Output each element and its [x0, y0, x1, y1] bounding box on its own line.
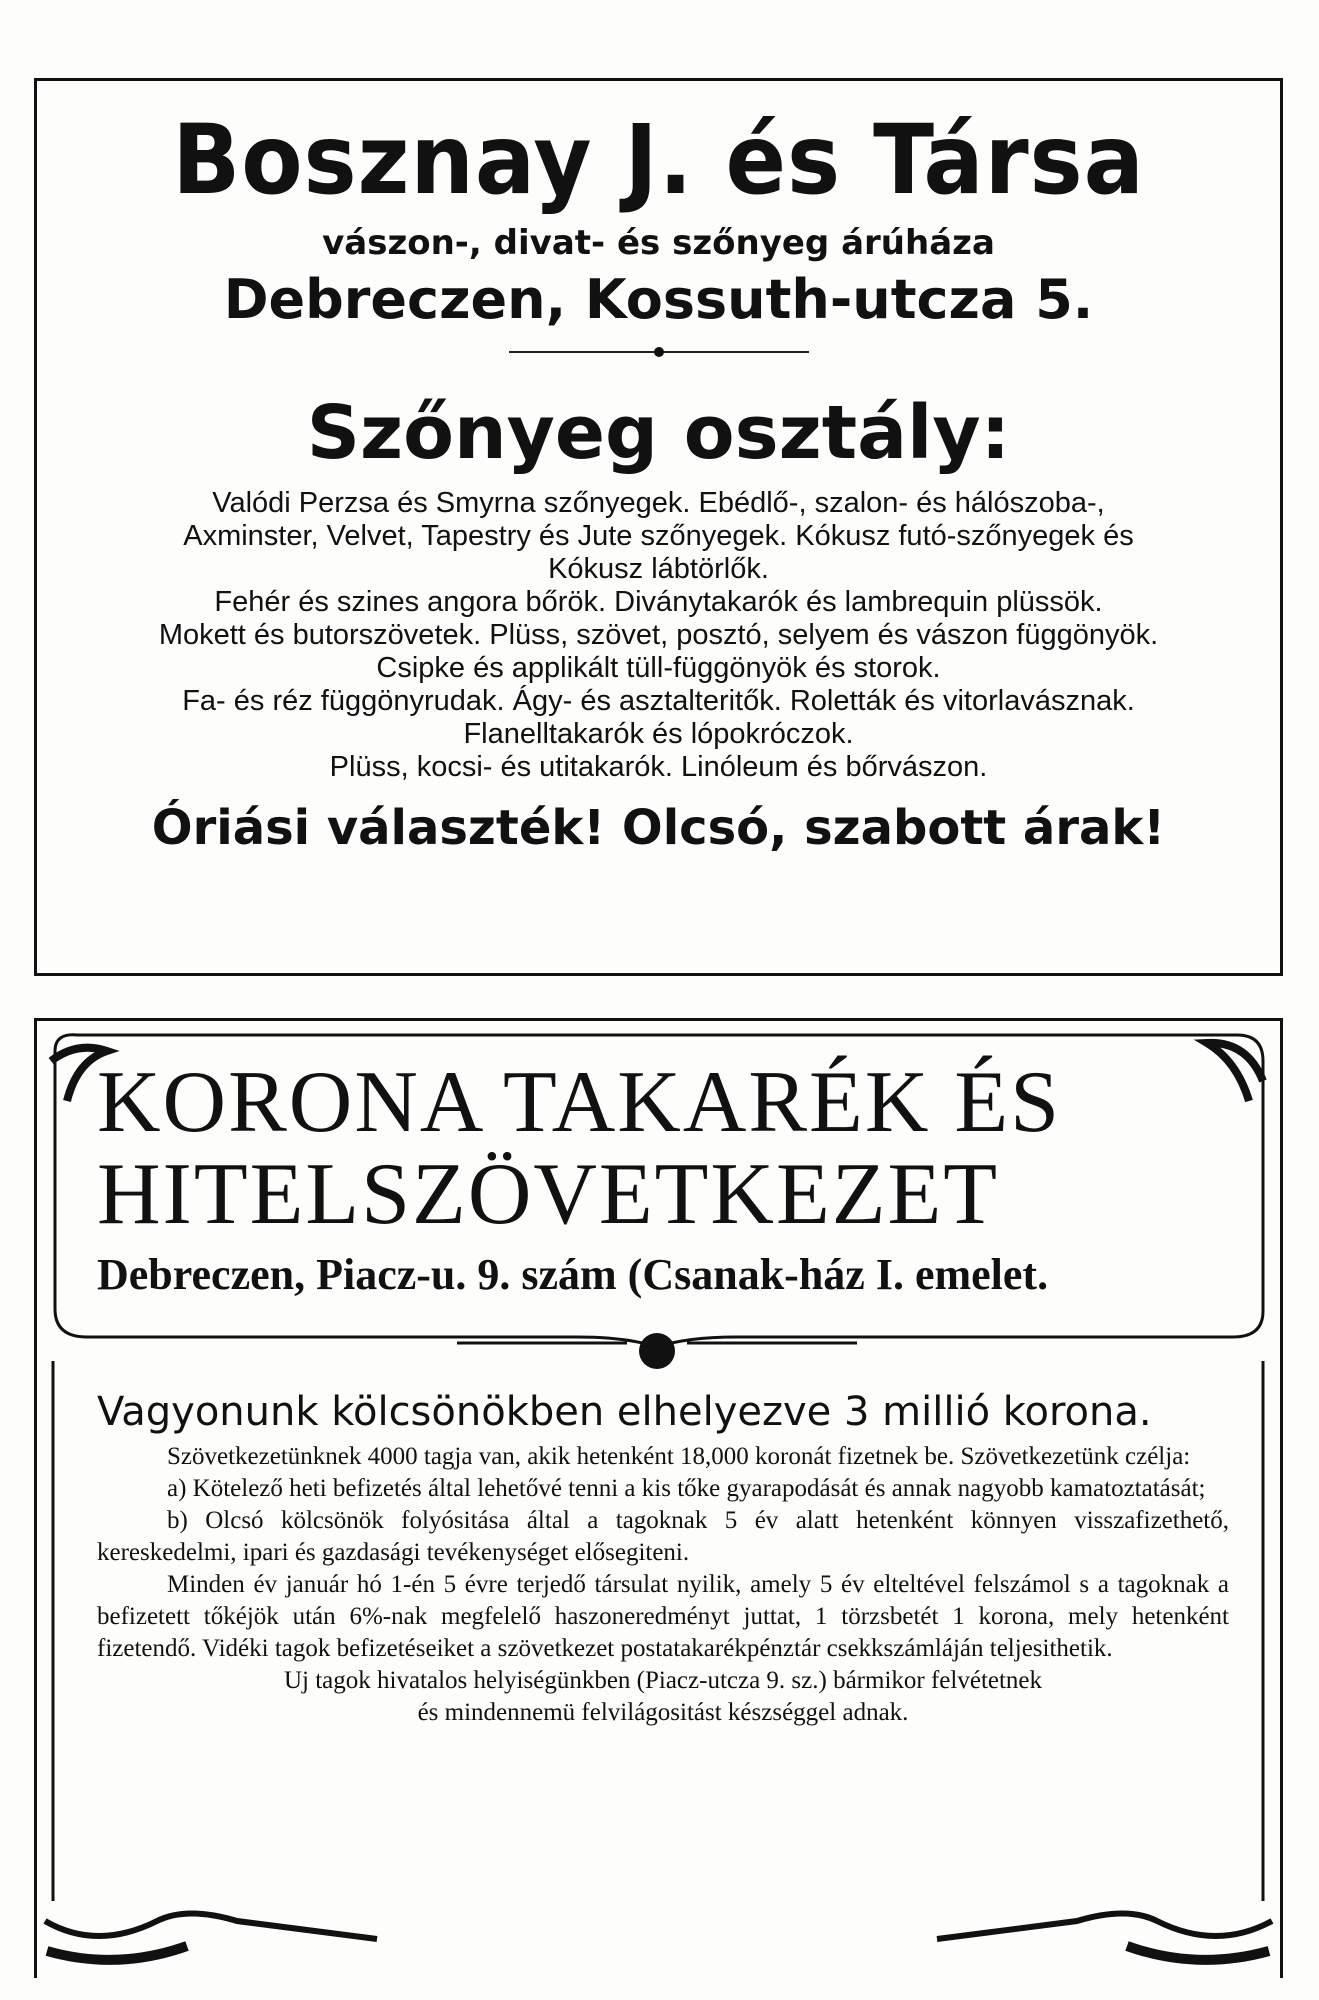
bank-name-line2: HITELSZÖVETKEZET	[97, 1146, 999, 1243]
paragraph: Minden év január hó 1-én 5 évre terjedő társulat nyilik, amely 5 év elteltével felszámol s a tagoknak a befizetett tőkéjök után 6%-nak megfelelő haszoneredményt juttat, 1 törzsbetét 1 korona, mely hetenként fizetendő. Vidéki tagok befizetéseiket a szövetkezet postatakarékpénztár csekkszámláján teljesithetik.	[97, 1571, 1229, 1662]
product-line: Csipke és applikált tüll-függönyök és storok.	[376, 652, 941, 684]
bottom-flourish	[47, 1946, 187, 1960]
company-name: Bosznay J. és Társa	[172, 104, 1145, 216]
product-line: Fehér és szines angora bőrök. Diványtakarók és lambrequin plüssök.	[214, 586, 1103, 618]
headline: Vagyonunk kölcsönökben elhelyezve 3 millió korona.	[97, 1389, 1152, 1435]
product-line: Plüss, kocsi- és utitakarók. Linóleum és bőrvászon.	[329, 751, 988, 783]
bank-name-line1: KORONA TAKARÉK ÉS	[97, 1054, 1062, 1151]
body-text	[97, 1441, 1229, 1729]
product-line: Mokett és butorszövetek. Plüss, szövet, posztó, selyem és vászon függönyök.	[158, 619, 1159, 651]
divider-dot-icon	[654, 347, 664, 357]
product-line: Fa- és réz függönyrudak. Ágy- és asztalteritők. Roletták és vitorlavásznak.	[182, 685, 1135, 717]
section-title: Szőnyeg osztály:	[306, 390, 1011, 476]
bank-header	[97, 1054, 1237, 1303]
bottom-flourish	[45, 1914, 377, 1940]
product-line: Flanelltakarók és lópokróczok.	[463, 718, 854, 750]
product-line: Kókusz lábtörlők.	[548, 553, 769, 585]
ornamental-divider	[509, 351, 809, 353]
bosznay-advertisement	[34, 78, 1283, 976]
paragraph: Szövetkezetünknek 4000 tagja van, akik hetenként 18,000 koronát fizetnek be. Szövetkezetünk czélja:	[167, 1443, 1191, 1470]
company-subtitle: vászon-, divat- és szőnyeg árúháza	[322, 223, 995, 263]
slogan: Óriási választék! Olcsó, szabott árak!	[151, 800, 1166, 856]
product-list	[61, 487, 1256, 784]
bottom-flourish	[937, 1914, 1272, 1940]
closing-paragraph	[97, 1665, 1229, 1729]
bank-address: Debreczen, Piacz-u. 9. szám (Csanak-ház I. emelet.	[97, 1250, 1049, 1299]
product-line: Valódi Perzsa és Smyrna szőnyegek. Ebédlő-, szalon- és hálószoba-,	[212, 487, 1105, 519]
bottom-flourish	[1127, 1946, 1269, 1960]
paragraph: a) Kötelező heti befizetés által lehetővé tenni a kis tőke gyarapodását és annak nagyobb kamatoztatását;	[167, 1475, 1206, 1502]
ornament-dot-icon	[639, 1333, 675, 1369]
closing-line: és mindennemü felvilágositást készséggel adnak.	[417, 1699, 909, 1726]
closing-line: Uj tagok hivatalos helyiségünkben (Piacz-utcza 9. sz.) bármikor felvétetnek	[283, 1667, 1043, 1694]
paragraph: b) Olcsó kölcsönök folyósitása által a tagoknak 5 év alatt hetenként könnyen visszafizethető, kereskedelmi, ipari és gazdasági tevékenységet elősegiteni.	[97, 1507, 1229, 1566]
product-line: Axminster, Velvet, Tapestry és Jute szőnyegek. Kókusz futó-szőnyegek és	[183, 520, 1134, 552]
korona-advertisement	[34, 1018, 1283, 1978]
company-address: Debreczen, Kossuth-utcza 5.	[223, 268, 1094, 331]
